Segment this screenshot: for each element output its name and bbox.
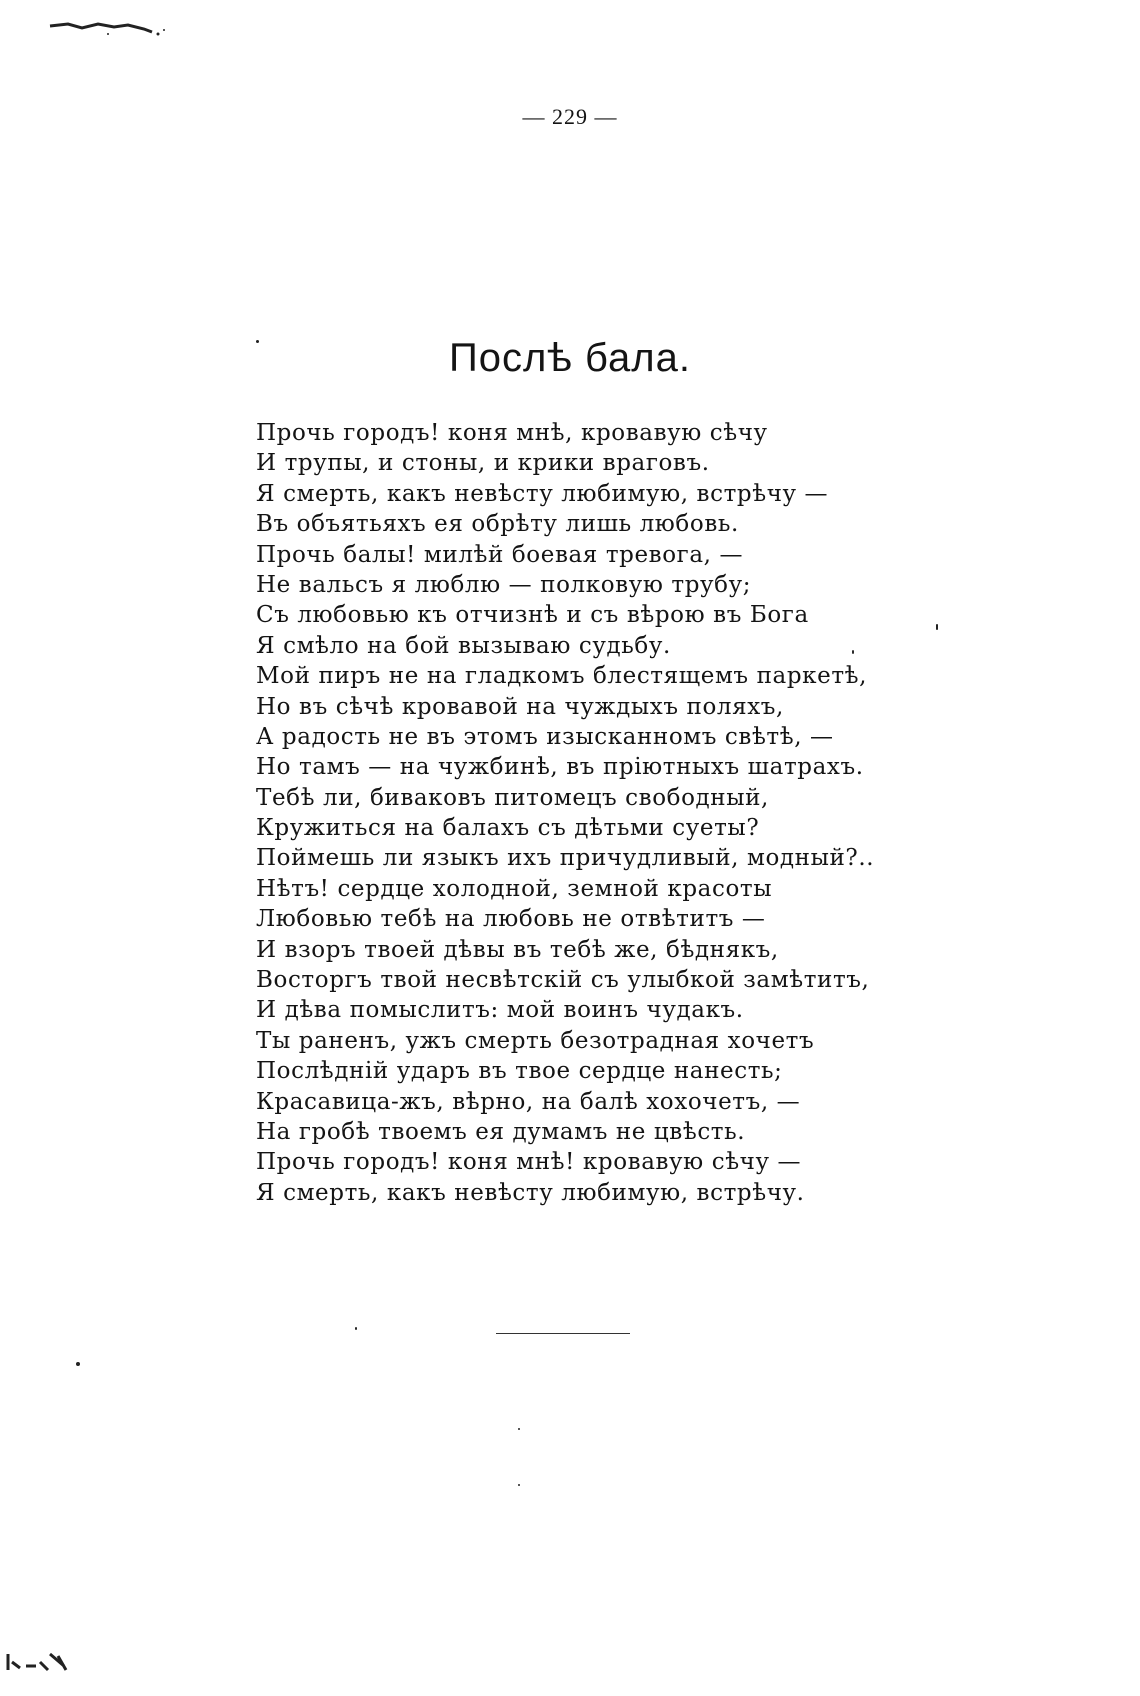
scan-speck <box>256 340 259 343</box>
poem-line: А радость не въ этомъ изысканномъ свѣтѣ, — <box>256 723 834 750</box>
scan-speck <box>518 1428 520 1430</box>
poem-line: Тебѣ ли, биваковъ питомецъ свободный, <box>256 784 769 811</box>
poem-line: На гробѣ твоемъ ея думамъ не цвѣсть. <box>256 1118 746 1145</box>
poem-line: Послѣдній ударъ въ твое сердце нанесть; <box>256 1058 783 1085</box>
poem-title: Послѣ бала. <box>449 336 691 380</box>
poem-line: Не вальсъ я люблю — полковую трубу; <box>256 571 752 598</box>
poem-line: Съ любовью къ отчизнѣ и съ вѣрою въ Бога <box>256 602 809 629</box>
poem-line: Но въ сѣчѣ кровавой на чуждыхъ поляхъ, <box>256 693 784 720</box>
poem-line: И взоръ твоей дѣвы въ тебѣ же, бѣднякъ, <box>256 936 779 963</box>
poem-line: Любовью тебѣ на любовь не отвѣтитъ — <box>256 906 766 933</box>
scan-speck <box>518 1484 520 1486</box>
scan-speck <box>852 650 854 654</box>
poem-line: И дѣва помыслитъ: мой воинъ чудакъ. <box>256 997 744 1024</box>
poem-line: Прочь балы! милѣй боевая тревога, — <box>256 541 744 568</box>
poem-line: Въ объятьяхъ ея обрѣту лишь любовь. <box>256 511 739 538</box>
poem-line: Восторгъ твой несвѣтскій съ улыбкой замѣтитъ, <box>256 967 870 994</box>
scan-mark-top <box>48 20 168 38</box>
end-rule <box>496 1333 630 1334</box>
scan-speck <box>936 624 938 630</box>
page-number: — 229 — <box>522 104 618 129</box>
scan-speck <box>76 1362 80 1366</box>
poem-line: Я смерть, какъ невѣсту любимую, встрѣчу — <box>256 480 829 507</box>
poem-line: Кружиться на балахъ съ дѣтьми суеты? <box>256 815 760 842</box>
poem-line: Прочь городъ! коня мнѣ! кровавую сѣчу — <box>256 1149 802 1176</box>
poem-line: Красавица-жъ, вѣрно, на балѣ хохочетъ, — <box>256 1088 801 1115</box>
poem-line: Ты раненъ, ужъ смерть безотрадная хочетъ <box>256 1027 815 1054</box>
poem-line: Прочь городъ! коня мнѣ, кровавую сѣчу <box>256 420 768 446</box>
poem-body <box>256 418 956 1208</box>
poem-line: Я смерть, какъ невѣсту любимую, встрѣчу. <box>256 1179 805 1206</box>
poem-line: Нѣтъ! сердце холодной, земной красоты <box>256 875 773 902</box>
poem-line: Но тамъ — на чужбинѣ, въ пріютныхъ шатрахъ. <box>256 754 864 781</box>
poem-line: Мой пиръ не на гладкомъ блестящемъ паркетѣ, <box>256 663 868 690</box>
poem-line: Поймешь ли языкъ ихъ причудливый, модный?.. <box>256 845 875 872</box>
poem-line: Я смѣло на бой вызываю судьбу. <box>256 632 671 659</box>
scan-speck <box>355 1327 357 1330</box>
scan-mark-bottom <box>6 1632 86 1672</box>
poem-line: И трупы, и стоны, и крики враговъ. <box>256 450 710 477</box>
